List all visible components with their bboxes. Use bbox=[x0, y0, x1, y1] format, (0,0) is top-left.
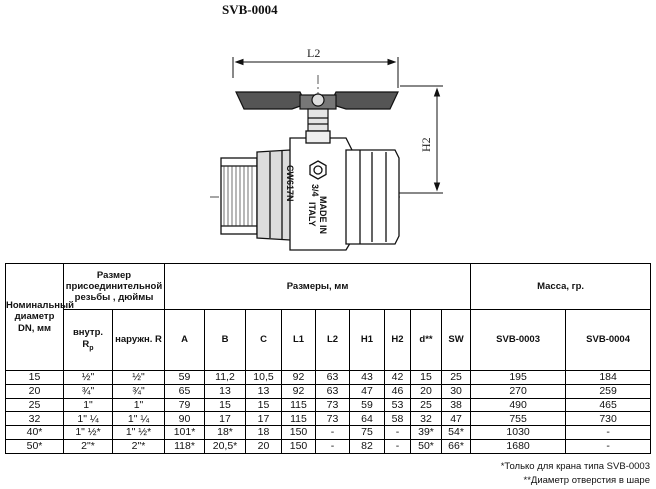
table-cell: 2"* bbox=[64, 439, 113, 453]
table-cell: 20,5* bbox=[205, 439, 246, 453]
table-cell: 25 bbox=[6, 398, 64, 412]
table-cell: 11,2 bbox=[205, 371, 246, 385]
header-dn: Номинальный диаметр DN, мм bbox=[6, 264, 64, 371]
table-cell: 20 bbox=[6, 384, 64, 398]
table-cell: 115 bbox=[282, 398, 316, 412]
header-col-h1: H1 bbox=[350, 310, 385, 371]
table-cell: 79 bbox=[165, 398, 205, 412]
table-cell: 65 bbox=[165, 384, 205, 398]
table-cell: 15 bbox=[205, 398, 246, 412]
valve-spec-table bbox=[5, 263, 651, 454]
table-cell: - bbox=[566, 439, 651, 453]
document-title: SVB-0004 bbox=[222, 2, 278, 17]
table-cell: 490 bbox=[471, 398, 566, 412]
table-cell: - bbox=[385, 426, 411, 440]
table-cell: 92 bbox=[282, 371, 316, 385]
table-cell: 15 bbox=[246, 398, 282, 412]
table-cell: 101* bbox=[165, 426, 205, 440]
table-cell: 1030 bbox=[471, 426, 566, 440]
table-cell: 1680 bbox=[471, 439, 566, 453]
table-cell: 13 bbox=[246, 384, 282, 398]
header-dimensions: Размеры, мм bbox=[165, 264, 471, 310]
stamp-origin-1: MADE IN bbox=[318, 196, 328, 234]
stamp-model: CW617N bbox=[285, 165, 295, 202]
table-cell: 42 bbox=[385, 371, 411, 385]
table-cell: 1" ¼ bbox=[64, 412, 113, 426]
footnote-ball-bore: **Диаметр отверстия в шаре bbox=[523, 475, 650, 486]
header-col-l1: L1 bbox=[282, 310, 316, 371]
table-cell: 15 bbox=[411, 371, 442, 385]
thread-inner-sub: p bbox=[89, 344, 94, 352]
table-cell: 46 bbox=[385, 384, 411, 398]
table-cell: 58 bbox=[385, 412, 411, 426]
table-cell: ½" bbox=[113, 371, 165, 385]
table-cell: 59 bbox=[165, 371, 205, 385]
table-cell: 63 bbox=[316, 384, 350, 398]
table-cell: 66* bbox=[442, 439, 471, 453]
table-cell: - bbox=[566, 426, 651, 440]
table-cell: 18 bbox=[246, 426, 282, 440]
table-cell: 17 bbox=[246, 412, 282, 426]
table-cell: ¾" bbox=[113, 384, 165, 398]
table-cell: - bbox=[316, 439, 350, 453]
table-cell: 10,5 bbox=[246, 371, 282, 385]
table-cell: 38 bbox=[442, 398, 471, 412]
table-cell: 73 bbox=[316, 412, 350, 426]
table-row bbox=[6, 439, 651, 453]
table-cell: - bbox=[385, 439, 411, 453]
table-cell: 73 bbox=[316, 398, 350, 412]
header-thread-outer: наружн. R bbox=[113, 310, 165, 371]
table-cell: 50* bbox=[6, 439, 64, 453]
table-cell: 118* bbox=[165, 439, 205, 453]
table-cell: 75 bbox=[350, 426, 385, 440]
table-row bbox=[6, 384, 651, 398]
dim-h2-label: H2 bbox=[419, 137, 433, 152]
table-cell: 47 bbox=[350, 384, 385, 398]
table-cell: 32 bbox=[6, 412, 64, 426]
table-cell: 1" bbox=[113, 398, 165, 412]
table-cell: 20 bbox=[411, 384, 442, 398]
table-cell: 15 bbox=[6, 371, 64, 385]
table-cell: 755 bbox=[471, 412, 566, 426]
footnote-svb-0003-only: *Только для крана типа SVB-0003 bbox=[500, 461, 650, 472]
table-cell: 25 bbox=[442, 371, 471, 385]
header-thread: Размер присоединительной резьбы , дюймы bbox=[64, 264, 165, 310]
table-cell: 64 bbox=[350, 412, 385, 426]
table-cell: 47 bbox=[442, 412, 471, 426]
table-cell: 92 bbox=[282, 384, 316, 398]
table-cell: 40* bbox=[6, 426, 64, 440]
header-col-d: d** bbox=[411, 310, 442, 371]
thread-inner-label: внутр. bbox=[72, 327, 104, 339]
table-cell: 90 bbox=[165, 412, 205, 426]
header-thread-inner bbox=[64, 310, 113, 371]
butterfly-handle bbox=[236, 92, 398, 131]
table-cell: 17 bbox=[205, 412, 246, 426]
header-col-sw: SW bbox=[442, 310, 471, 371]
table-cell: 184 bbox=[566, 371, 651, 385]
table-row bbox=[6, 412, 651, 426]
footnotes bbox=[501, 460, 650, 488]
header-col-b: B bbox=[205, 310, 246, 371]
table-cell: 50* bbox=[411, 439, 442, 453]
header-col-a: A bbox=[165, 310, 205, 371]
table-cell: 32 bbox=[411, 412, 442, 426]
table-cell: 20 bbox=[246, 439, 282, 453]
table-cell: ½" bbox=[64, 371, 113, 385]
table-cell: - bbox=[316, 426, 350, 440]
header-col-h2: H2 bbox=[385, 310, 411, 371]
stamp-size: 3/4 bbox=[310, 184, 320, 197]
table-row bbox=[6, 371, 651, 385]
table-cell: 13 bbox=[205, 384, 246, 398]
table-cell: 59 bbox=[350, 398, 385, 412]
table-cell: 1" ½* bbox=[113, 426, 165, 440]
table-cell: 18* bbox=[205, 426, 246, 440]
table-cell: 150 bbox=[282, 426, 316, 440]
table-cell: 259 bbox=[566, 384, 651, 398]
table-cell: 195 bbox=[471, 371, 566, 385]
table-row bbox=[6, 398, 651, 412]
table-cell: 1" ½* bbox=[64, 426, 113, 440]
stamp-origin-2: ITALY bbox=[307, 202, 317, 227]
table-cell: 150 bbox=[282, 439, 316, 453]
header-mass-svb-0003: SVB-0003 bbox=[471, 310, 566, 371]
table-cell: 82 bbox=[350, 439, 385, 453]
table-cell: 115 bbox=[282, 412, 316, 426]
table-cell: 39* bbox=[411, 426, 442, 440]
dim-l2-label: L2 bbox=[307, 46, 321, 60]
table-row bbox=[6, 426, 651, 440]
table-cell: 730 bbox=[566, 412, 651, 426]
table-cell: 270 bbox=[471, 384, 566, 398]
table-cell: 43 bbox=[350, 371, 385, 385]
header-mass: Масса, гр. bbox=[471, 264, 651, 310]
thread-inner-r: R bbox=[82, 338, 90, 350]
table-cell: 53 bbox=[385, 398, 411, 412]
table-cell: 25 bbox=[411, 398, 442, 412]
table-cell: 465 bbox=[566, 398, 651, 412]
table-cell: 2"* bbox=[113, 439, 165, 453]
table-cell: 1" ¼ bbox=[113, 412, 165, 426]
table-cell: 54* bbox=[442, 426, 471, 440]
table-cell: ¾" bbox=[64, 384, 113, 398]
table-cell: 30 bbox=[442, 384, 471, 398]
table-cell: 1" bbox=[64, 398, 113, 412]
header-col-c: C bbox=[246, 310, 282, 371]
table-cell: 63 bbox=[316, 371, 350, 385]
header-mass-svb-0004: SVB-0004 bbox=[566, 310, 651, 371]
header-col-l2: L2 bbox=[316, 310, 350, 371]
